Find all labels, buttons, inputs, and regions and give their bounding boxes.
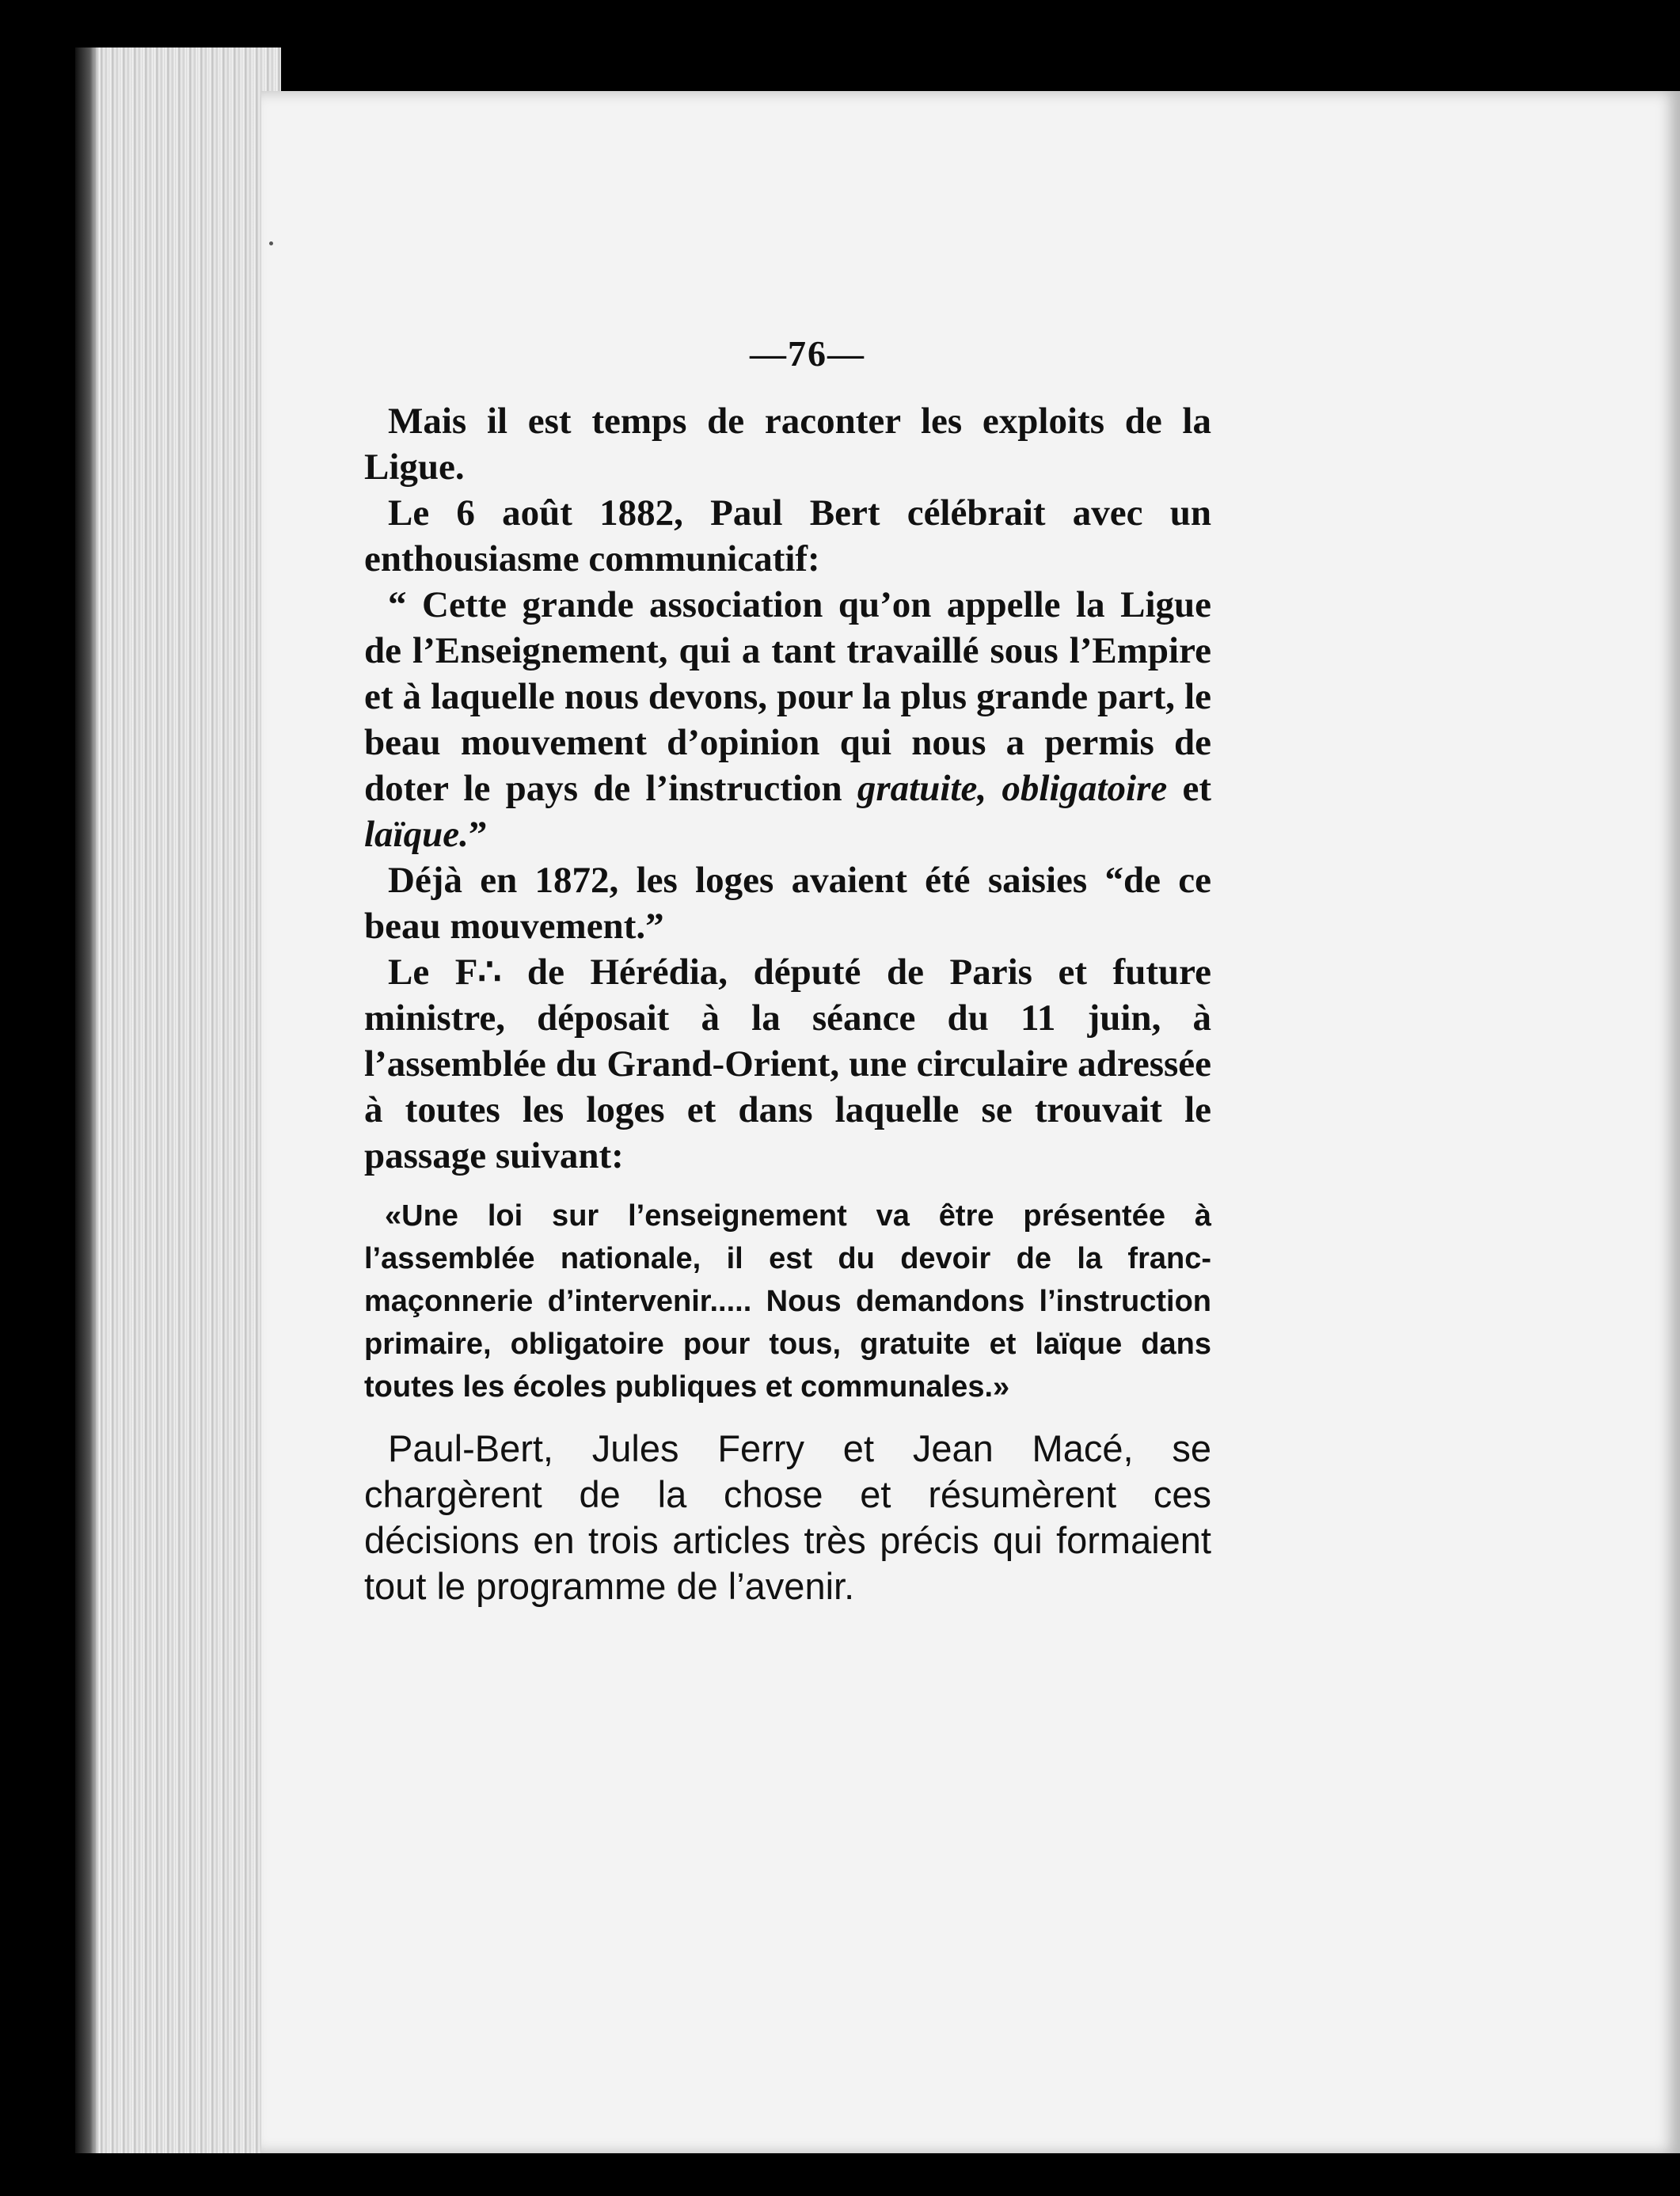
- paragraph-2: Le 6 août 1882, Paul Bert célébrait avec un enthousiasme communicatif:: [364, 492, 1211, 579]
- page-text: [364, 332, 1211, 1609]
- paragraph-3-emphasis-1: gratuite, obligatoire: [857, 768, 1168, 809]
- page-number: —76—: [750, 333, 865, 374]
- scan-speck: [269, 241, 273, 245]
- paragraph-3-close: ”: [468, 814, 488, 855]
- paragraph-1: Mais il est temps de raconter les exploits de la Ligue.: [364, 401, 1211, 488]
- paragraph-4: Déjà en 1872, les loges avaient été saisies “de ce beau mouvement.”: [364, 860, 1211, 947]
- paragraph-3-quote: [364, 582, 1211, 857]
- block-quote: «Une loi sur l’enseignement va être présentée à l’assemblée nationale, il est du devoir de la franc-maçonnerie d’intervenir..... Nous demandons l’instruction primaire, obligatoire pour tous, gratuite et laïque dans toutes les écoles publiques et communales.»: [364, 1199, 1211, 1404]
- paragraph-3-emphasis-2: laïque.: [364, 814, 469, 855]
- paragraph-3-mid: et: [1167, 768, 1211, 809]
- book-page-edges: [75, 47, 281, 2153]
- closing-paragraph: Paul-Bert, Jules Ferry et Jean Macé, se chargèrent de la chose et résumèrent ces décisions en trois articles très précis qui formaient tout le programme de l’avenir.: [364, 1427, 1211, 1607]
- paragraph-5: Le F∴ de Hérédia, député de Paris et future ministre, déposait à la séance du 11 juin, à l’assemblée du Grand-Orient, une circulaire adressée à toutes les loges et dans laquelle se trouvait le passage suivant:: [364, 952, 1211, 1176]
- paragraph-3-text: “ Cette grande association qu’on appelle la Ligue de l’Enseignement, qui a tant travaillé sous l’Empire et à laquelle nous devons, pour la plus grande part, le beau mouvement d’opinion qui nous a permis de doter le pays de l’instruction: [364, 584, 1211, 809]
